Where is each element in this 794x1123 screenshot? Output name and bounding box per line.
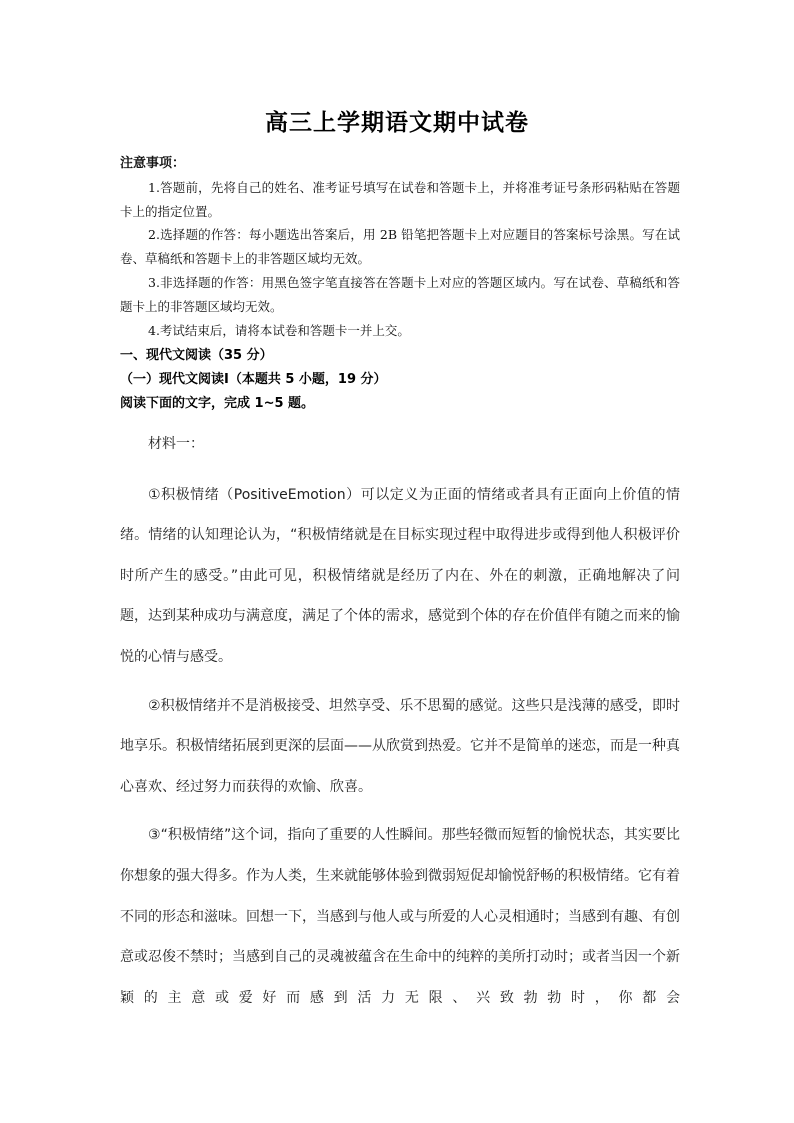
- page-title: 高三上学期语文期中试卷: [265, 110, 529, 136]
- notice-block: [120, 152, 680, 342]
- passage-paragraph-1: ①积极情绪（PositiveEmotion）可以定义为正面的情绪或者具有正面向上价值的情绪。情绪的认知理论认为，“积极情绪就是在目标实现过程中取得进步或得到他人积极评价时所产生的感受。”由此可见，积极情绪就是经历了内在、外在的刺激，正确地解决了问题，达到某种成功与满意度，满足了个体的需求，感觉到个体的存在价值伴有随之而来的愉悦的心情与感受。: [120, 486, 680, 665]
- notice-item: 4.考试结束后，请将本试卷和答题卡一并上交。: [148, 322, 410, 338]
- reading-passage: [120, 424, 680, 1026]
- notice-item: 1.答题前，先将自己的姓名、准考证号填写在试卷和答题卡上，并将准考证号条形码粘贴在答题卡上的指定位置。: [120, 179, 680, 219]
- notice-item: 2.选择题的作答：每小题选出答案后，用 2B 铅笔把答题卡上对应题目的答案标号涂黑。写在试卷、草稿纸和答题卡上的非答题区域均无效。: [120, 227, 680, 267]
- section-instruction: 阅读下面的文字，完成 1~5 题。: [120, 395, 315, 411]
- material-label: 材料一：: [148, 436, 204, 452]
- section-part1: 一、现代文阅读（35 分）: [120, 348, 273, 363]
- passage-paragraph-2: ②积极情绪并不是消极接受、坦然享受、乐不思蜀的感觉。这些只是浅薄的感受，即时地享乐。积极情绪拓展到更深的层面——从欣赏到热爱。它并不是简单的迷恋，而是一种真心喜欢、经过努力而获得的欢愉、欣喜。: [120, 697, 680, 795]
- section-headings: [120, 344, 680, 415]
- notice-item: 3.非选择题的作答：用黑色签字笔直接答在答题卡上对应的答题区域内。写在试卷、草稿纸和答题卡上的非答题区域均无效。: [120, 274, 680, 314]
- section-sub1: （一）现代文阅读Ⅰ（本题共 5 小题，19 分）: [120, 371, 387, 387]
- notice-heading: 注意事项：: [120, 156, 186, 171]
- passage-paragraph-3: ③“积极情绪”这个词，指向了重要的人性瞬间。那些轻微而短暂的愉悦状态，其实要比你想象的强大得多。作为人类，生来就能够体验到微弱短促却愉悦舒畅的积极情绪。它有着不同的形态和滋味。回想一下，当感到与他人或与所爱的人心灵相通时；当感到有趣、有创意或忍俊不禁时；当感到自己的灵魂被蕴含在生命中的纯粹的美所打动时；或者当因一个新颖的主意或爱好而感到活力无限、兴致勃勃时，你都会: [120, 827, 680, 1006]
